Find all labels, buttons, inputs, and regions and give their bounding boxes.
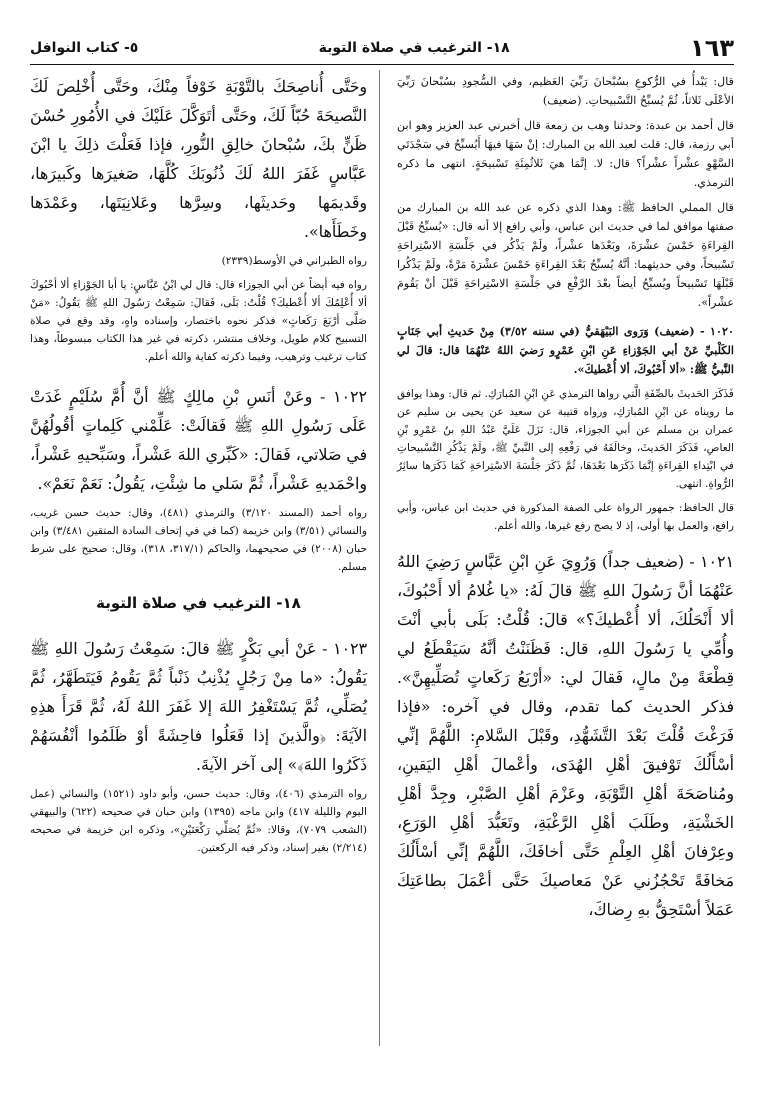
- hadith-1022: ١٠٢٢ - وعَنْ أنَسِ بْنِ مالِكٍ ﷺ أنَّ أُمَّ سُلَيْمٍ غَدَتْ عَلَى رَسُولِ اللهِ ﷺ فَقالَتْ: عَلِّمْني كَلِماتٍ أقُولُهُنَّ في صَلاتي، فَقالَ: «كَبِّري اللهَ عَشْراً، وسَبِّحيهِ عَشْراً، واحْمَديهِ عَشْراً، ثُمَّ سَلي ما شِئْتِ، يَقُولُ: نَعَمْ نَعَمْ».: [30, 387, 367, 493]
- source-note-tabarani: رواه الطبراني في الأوسط(٢٣٣٩): [221, 255, 367, 267]
- hadith-1023: ١٠٢٣ - عَنْ أبي بَكْرٍ ﷺ قالَ: سَمِعْتُ رَسُولَ اللهِ ﷺ يَقُولُ: «ما مِنْ رَجُلٍ يُذْنِبُ ذَنْباً ثُمَّ يَقُومُ فَيَتَطَهَّرُ، ثُمَّ يُصَلِّي، ثُمَّ يَسْتَغْفِرُ اللهَ إلا غَفَرَ اللهُ لَهُ، ثُمَّ قَرَأَ هذِهِ الآيَةَ: ﴿والَّذينَ إذا فَعَلُوا فاحِشَةً أوْ ظَلَمُوا أنْفُسَهُمْ ذَكَرُوا اللهَ﴾» إلى آخر الآيةَ.: [30, 639, 367, 774]
- right-paragraph-3: قال المملي الحافظ ﷺ: وهذا الذي ذكره عن عبد الله بن المبارك من صفتها موافق لما في حديث ابن عباس، وأبي رافع إلا أنه قال: «يُسبِّحُ قَبْلَ القِراءَةِ خَمْسَ عشْرَةَ، وبَعْدَها عشْراً، ولَمْ يَذْكُر في جَلْسَةِ الاسْتِراحَةِ تَسْبيحاً، وفي حديثهما: أنَّهُ يُسبِّحُ بَعْدَ القِراءَةِ خَمْسَ عشْرَةَ مَرَّةً، ولَمْ يَذْكُرا قَبْلَهَا تَسْبيحاً ويُسبِّحُ أيضاً بعْدَ الرَّفْعِ في جَلْسَةِ الاسْتِراحَةِ قَبْلَ أنْ يَقُومَ عشْراً».: [397, 201, 734, 309]
- column-divider: [379, 70, 380, 1046]
- right-paragraph-2: قال أحمد بن عبدة: وحدثنا وهب بن زمعة قال أخبرني عبد العزيز وهو ابن أبي رزمة، قال: قلت لعبد الله بن المبارك: إنْ سَهَا فيهَا أَيُسبِّحُ في سَجْدَتَي السَّهْوِ عشْراً عشْراً؟ قال: لا. إنَّمَا هيَ ثَلاثُمِئَةِ تَسْبيحَةٍ. انتهى ما ذكره الترمذي.: [397, 119, 734, 189]
- left-column: [30, 72, 367, 863]
- right-paragraph-1: قال: يَبْدأُ في الرُّكوعِ بسُبْحانَ رَبِّيَ العَظيم، وفي السُّجودِ بسُبْحانَ رَبِّيَ الأعْلَى ثَلاثاً، ثُمَّ يُسبِّحُ التَّسْبيحاتِ. (ضعيف): [397, 75, 734, 107]
- source-note-1022: رواه أحمد (المسند ٣/١٢٠) والترمذي (٤٨١)، وقال: حديث حسن غريب، والنسائي (٣/٥١) وابن خزيمة (كما في في إتحاف السادة المتقين ٣/٤٨١) وابن حبان (٢٠٠٨) في صحيحهما، والحاكم (٣١٧/١، ٣١٨)، وقال: صحيح على شرط مسلم.: [30, 507, 367, 573]
- section-heading: ١٨- الترغيب في صلاة التوبة: [96, 594, 301, 612]
- left-paragraph-3: رواه فيه أيضاً عن أبي الجوزاء قال: قال لي ابْنُ عَبَّاسٍ: يا أبا الجَوْزاءِ ألا أحْبُوكَ ألا أُعْلِمُكَ ألا أُعْطيكَ؟ قُلْتُ: بَلَى، فَقالَ: سَمِعْتُ رَسُولَ اللهِ ﷺ يَقُولُ: «مَنْ صَلَّى أرْبَعَ رَكَعاتٍ» فذكر نحوه باختصار، وإسناده واهٍ، وقد وقع في صلاة التسبيح كلام طويل، وخلاف منتشر، ذكرته في غير هذا الكتاب مبسوطاً، وهذا كتاب ترغيب وترهيب، وفيما ذكرته كفاية والله أعلم.: [30, 279, 367, 363]
- section-title: ١٨- الترغيب في صلاة التوبة: [318, 40, 510, 56]
- page-number: ١٦٣: [690, 34, 734, 62]
- right-paragraph-6: قال الحافظ: جمهور الرواة على الصفة المذكورة في حديث ابن عباس، وأبي رافع، والعمل بها أولى، إذ لا يصح رفع غيرها، والله أعلم.: [397, 502, 734, 532]
- right-paragraph-5: فَذَكَرَ الحَديثَ بالصِّفَةِ الَّتي رواها الترمذي عَنِ ابْنِ المُبارَكِ. ثم قال: وهذا يوافق ما رويناه عن ابْنِ المُبارَكِ، ورواه قتيبة عن سعيد عن يحيى بن سليم عن عمران بن مسلم عن أبي الجوزاء، قال: نَزَلَ عَلَيَّ عَبْدُ اللهِ بنُ عَمْرِو بْنِ العاصِ، فَذَكَرَ الحَديثَ، وخالَفَهُ في رَفْعِهِ إلى النَّبيِّ ﷺ، ولَمْ يَذْكُرِ التَّسْبيحاتِ في ابْتِداءِ القِراءَةِ إنَّمَا ذَكَرَها بَعْدَهَا، ثُمَّ ذَكَرَ جَلْسَةَ الاسْتِراحَةِ كَمَا ذَكَرَها سائِرُ الرُّواةِ. انتهى.: [397, 388, 734, 490]
- page-header: [30, 34, 734, 62]
- chapter-title: ٥- كتاب النوافل: [30, 40, 139, 56]
- hadith-1021: ١٠٢١ - (ضعيف جداً) وَرُوِيَ عَنِ ابْنِ عَبَّاسٍ رَضِيَ اللهُ عَنْهُمَا أنَّ رَسُولَ اللهِ ﷺ قالَ لَهُ: «يا غُلامُ ألا أَحْبُوكَ، ألا أَنْحَلُكَ، ألا أُعْطيكَ؟» قالَ: قُلْتُ: بَلَى بأبي أنْتَ وأُمِّي يا رَسُولَ اللهِ، قال: فَظَنَنْتُ أنَّهُ سَيَقْطَعُ لي قِطْعَةً مِنْ مالٍ، فَقالَ لي: «أرْبَعُ رَكَعاتٍ تُصَلِّيهِنَّ». فذكر الحديث كما تقدم، وقال في آخره: «فإذا فَرَغْتَ قُلْتَ بَعْدَ التَّشَهُّدِ، وقَبْلَ السَّلامِ: اللَّهُمَّ إنِّي أسْأَلُكَ تَوْفيقَ أهْلِ الهُدَى، وأعْمالَ أهْلِ اليَقينِ، ومُناصَحَةَ أهْلِ التَّوْبَةِ، وعَزْمَ أهْلِ الصَّبْرِ، وجِدَّ أهْلِ الخَشْيَةِ، وطَلَبَ أهْلِ الرَّغْبَةِ، وتَعَبُّدَ أهْلِ الوَرَعِ، وعِرْفانَ أهْلِ العِلْمِ حَتَّى أخافَكَ، اللَّهُمَّ إنِّي أسْأَلُكَ مَخافَةً تَحْجُزُني عَنْ مَعاصيكَ حَتَّى أعْمَلَ بطاعَتِكَ عَمَلاً أسْتَحِقُّ بهِ رِضاكَ،: [397, 552, 734, 919]
- right-column: [397, 72, 734, 930]
- source-note-1023: رواه الترمذي (٤٠٦)، وقال: حديث حسن، وأبو داود (١٥٢١) والنسائي (عمل اليوم والليلة ٤١٧) وابن ماجه (١٣٩٥) وابن حبان في صحيحه (٦٢٢) والبيهقي (الشعب ٧٠٧٩)، وقالا: «ثُمَّ يُصَلِّي رَكْعَتَيْنِ»، وذكره ابن خزيمة في صحيحه (٢/٢١٤) بغير إسناد، وذكر فيه الركعتين.: [30, 788, 368, 854]
- hadith-1020: ١٠٢٠ - (ضعيف) وَرَوى البَيْهَقيُّ (في سننه ٣/٥٢) مِنْ حَديثِ أبي جَنَابٍ الكَلْبيِّ عَنْ أبي الجَوْزاءِ عَنِ ابْنِ عَمْرٍو رَضيَ اللهُ عَنْهُمَا قال: قالَ لي النَّبيُّ ﷺ: «ألا أَحْبُوكَ، ألا أُعْطيكَ».: [397, 324, 734, 376]
- left-paragraph-1: وحَتَّى أُناصِحَكَ بالتَّوْبَةِ خَوْفاً مِنْكَ، وحَتَّى أُخْلِصَ لَكَ النَّصيحَةَ حُبّاً لَكَ، وحَتَّى أتَوَكَّلَ عَلَيْكَ في الأُمُورِ حُسْنَ ظَنٍّ بكَ، سُبْحانَ خالِقِ النُّورِ، فإذا فَعَلْتَ ذلِكَ يا ابْنَ عَبَّاسٍ غَفَرَ اللهُ لَكَ ذُنُوبَكَ كُلَّهَا، صَغيرَها وكَبيرَها، وقَديمَها وحَديثَها، وسِرَّها وعَلانِيَتَها، وعَمْدَها وخَطَأَها».: [30, 77, 367, 241]
- header-rule: [30, 64, 734, 65]
